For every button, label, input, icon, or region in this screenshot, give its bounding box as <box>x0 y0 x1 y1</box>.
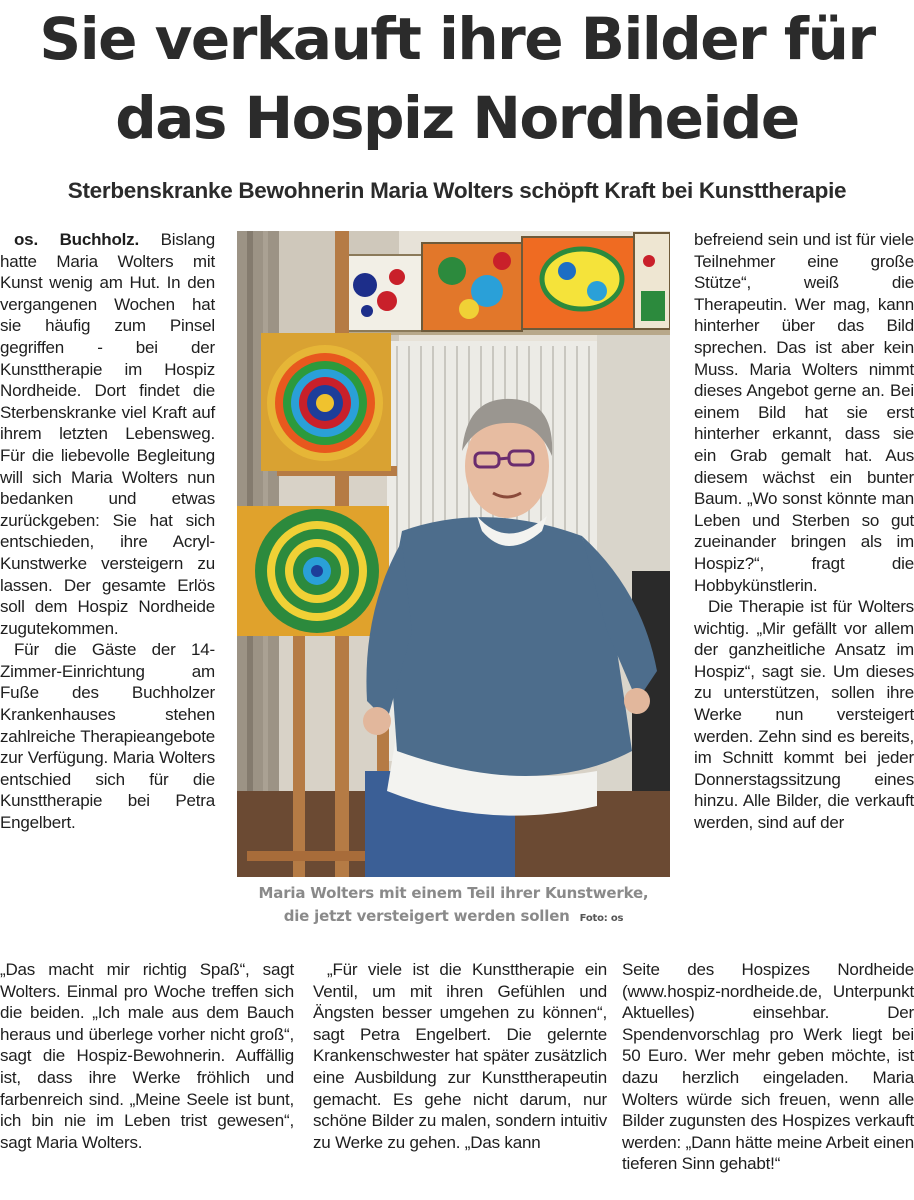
caption-line-1: Maria Wolters mit einem Teil ihrer Kunstwerke, <box>258 884 649 902</box>
article-paragraph: „Für viele ist die Kunsttherapie ein Ventil, um mit ihren Gefühlen und Ängsten besser umgehen zu können“, sagt Petra Engelbert. Die gelernte Krankenschwester hat später zusätzlich eine Ausbildung zur Kunsttherapeutin gemacht. Es gehe nicht darum, nur schöne Bilder zu malen, sondern intuitiv zu Werke zu gehen. „Das kann <box>313 960 607 1152</box>
headline-line-2: das Hospiz Nordheide <box>115 84 799 152</box>
article-column-2-bottom <box>313 959 607 1153</box>
article-paragraph: „Das macht mir richtig Spaß“, sagt Wolters. Einmal pro Woche treffen sich die beiden. „Ich male aus dem Bauch heraus und überlege vorher nicht groß“, sagt die Hospiz-Bewohnerin. Auffällig ist, dass ihre Werke fröhlich und farbenreich sind. „Meine Seele ist bunt, ich bin nie im Leben trist gewesen“, sagt Maria Wolters. <box>0 960 294 1152</box>
photo-credit: Foto: os <box>579 913 624 924</box>
paragraph-text: Bislang hatte Maria Wolters mit Kunst wenig am Hut. In den vergangenen Wochen hat sie häufig zum Pinsel gegriffen - bei der Kunsttherapie im Hospiz Nordheide. Dort findet die Sterbenskranke viel Kraft auf ihrem letzten Lebensweg. Für die liebevolle Begleitung will sich Maria Wolters nun bedanken und etwas zurückgeben: Sie hat sich entschieden, ihre Acryl-Kunstwerke versteigern zu lassen. Der gesamte Erlös soll dem Hospiz Nordheide zugutekommen. <box>0 230 215 638</box>
photo-illustration <box>237 231 670 877</box>
article-column-1 <box>0 229 215 834</box>
article-column-3 <box>694 229 914 834</box>
article-paragraph: befreiend sein und ist für viele Teilnehmer eine große Stütze“, weiß die Therapeutin. Wer mag, kann hinterher über das Bild sprechen. Das ist aber kein Muss. Maria Wolters nimmt dieses Angebot gerne an. Bei einem Bild hat sie erst hinterher erkannt, dass sie ein Grab gemalt hat. Aus diesem wächst ein bunter Baum. „Wo sonst könnte man Leben und Sterben so gut zueinander bringen als im Hospiz?“, fragt die Hobbykünstlerin. <box>694 230 914 595</box>
dateline: os. Buchholz. <box>14 230 140 249</box>
subheadline: Sterbenskranke Bewohnerin Maria Wolters schöpft Kraft bei Kunsttherapie <box>67 178 847 203</box>
photo-caption <box>237 882 670 930</box>
article-column-3-bottom <box>622 959 914 1175</box>
article-paragraph <box>0 229 215 639</box>
article-paragraph: Für die Gäste der 14-Zimmer-Einrichtung am Fuße des Buchholzer Krankenhauses stehen zahlreiche Therapieangebote zur Verfügung. Maria Wolters entschied sich für die Kunsttherapie bei Petra Engelbert. <box>0 640 215 833</box>
headline-line-1: Sie verkauft ihre Bilder für <box>39 5 875 73</box>
article-column-1-bottom <box>0 959 294 1153</box>
article-paragraph: Die Therapie ist für Wolters wichtig. „Mir gefällt vor allem der ganzheitliche Ansatz im Hospiz“, sagt sie. Um dieses zu unterstützen, sollen ihre Werke nun versteigert werden. Zehn sind es bereits, im Schnitt kommt bei jeder Donnerstagssitzung eines hinzu. Alle Bilder, die verkauft werden, sind auf der <box>694 597 914 833</box>
article-photo <box>237 231 670 877</box>
caption-line-2: die jetzt versteigert werden sollen <box>283 907 570 925</box>
headline <box>0 0 914 158</box>
article-paragraph: Seite des Hospizes Nordheide (www.hospiz-nordheide.de, Unterpunkt Aktuelles) einsehbar. Der Spendenvorschlag pro Werk liegt bei 50 Euro. Wer mehr geben möchte, ist dazu herzlich eingeladen. Maria Wolters würde sich freuen, wenn alle Bilder zugunsten des Hospizes verkauft werden: „Dann hätte meine Arbeit einen tieferen Sinn gehabt!“ <box>622 960 914 1174</box>
